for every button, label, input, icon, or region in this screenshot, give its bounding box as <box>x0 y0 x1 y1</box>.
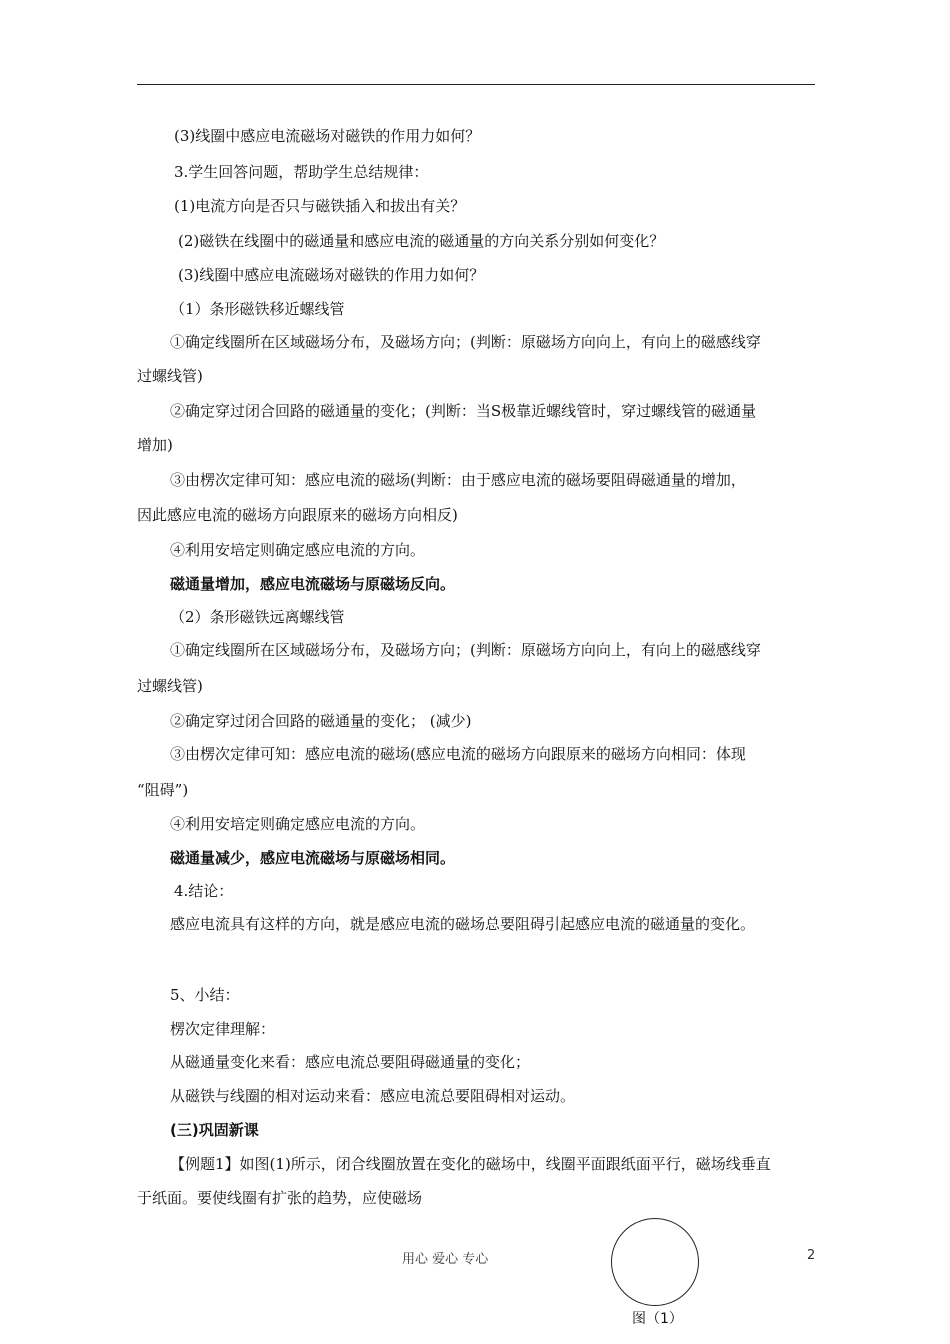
text-line: 从磁通量变化来看：感应电流总要阻碍磁通量的变化； <box>170 1053 531 1071</box>
text-line: ③由楞次定律可知：感应电流的磁场(感应电流的磁场方向跟原来的磁场方向相同：体现 <box>170 745 746 763</box>
coil-circle-figure <box>611 1218 699 1306</box>
text-line: ④利用安培定则确定感应电流的方向。 <box>170 815 426 833</box>
section-heading: （2）条形磁铁远离螺线管 <box>170 608 345 626</box>
section-heading: （1）条形磁铁移近螺线管 <box>170 300 345 318</box>
text-line: (3)线圈中感应电流磁场对磁铁的作用力如何？ <box>174 127 481 145</box>
example-text: 【例题1】如图(1)所示，闭合线圈放置在变化的磁场中，线圈平面跟纸面平行，磁场线垂直 <box>170 1155 771 1173</box>
text-line: ①确定线圈所在区域磁场分布，及磁场方向；(判断：原磁场方向向上，有向上的磁感线穿 <box>170 333 761 351</box>
text-line: ④利用安培定则确定感应电流的方向。 <box>170 541 426 559</box>
text-line: 因此感应电流的磁场方向跟原来的磁场方向相反) <box>137 506 458 524</box>
text-line: 过螺线管) <box>137 677 203 695</box>
bold-conclusion: 磁通量增加，感应电流磁场与原磁场反向。 <box>170 575 456 593</box>
text-line: (2)磁铁在线圈中的磁通量和感应电流的磁通量的方向关系分别如何变化？ <box>178 232 665 250</box>
text-line: ①确定线圈所在区域磁场分布，及磁场方向；(判断：原磁场方向向上，有向上的磁感线穿 <box>170 641 761 659</box>
text-line: ②确定穿过闭合回路的磁通量的变化；(判断：当S极靠近螺线管时，穿过螺线管的磁通量 <box>170 402 757 420</box>
text-line: ②确定穿过闭合回路的磁通量的变化； (减少) <box>170 712 472 730</box>
text-line: 楞次定律理解： <box>170 1020 276 1038</box>
text-line: 感应电流具有这样的方向，就是感应电流的磁场总要阻碍引起感应电流的磁通量的变化。 <box>170 915 756 933</box>
page-number: 2 <box>807 1248 816 1263</box>
text-line: “阻碍”) <box>137 781 189 799</box>
text-line: (1)电流方向是否只与磁铁插入和拔出有关？ <box>174 197 466 215</box>
text-line: 增加) <box>137 436 173 454</box>
footer-motto: 用心 爱心 专心 <box>402 1252 489 1267</box>
text-line: 3.学生回答问题，帮助学生总结规律： <box>174 163 429 181</box>
section-heading: 4.结论： <box>174 882 234 900</box>
text-line: (3)线圈中感应电流磁场对磁铁的作用力如何？ <box>178 266 485 284</box>
header-rule <box>137 84 815 85</box>
text-line: ③由楞次定律可知：感应电流的磁场(判断：由于感应电流的磁场要阻碍磁通量的增加， <box>170 471 746 489</box>
example-text: 于纸面。要使线圈有扩张的趋势，应使磁场 <box>137 1189 423 1207</box>
section-heading: (三)巩固新课 <box>170 1121 259 1139</box>
text-line: 从磁铁与线圈的相对运动来看：感应电流总要阻碍相对运动。 <box>170 1087 576 1105</box>
section-heading: 5、小结： <box>170 986 240 1004</box>
text-line: 过螺线管) <box>137 367 203 385</box>
bold-conclusion: 磁通量减少，感应电流磁场与原磁场相同。 <box>170 849 456 867</box>
figure-caption: 图（1） <box>632 1311 683 1327</box>
